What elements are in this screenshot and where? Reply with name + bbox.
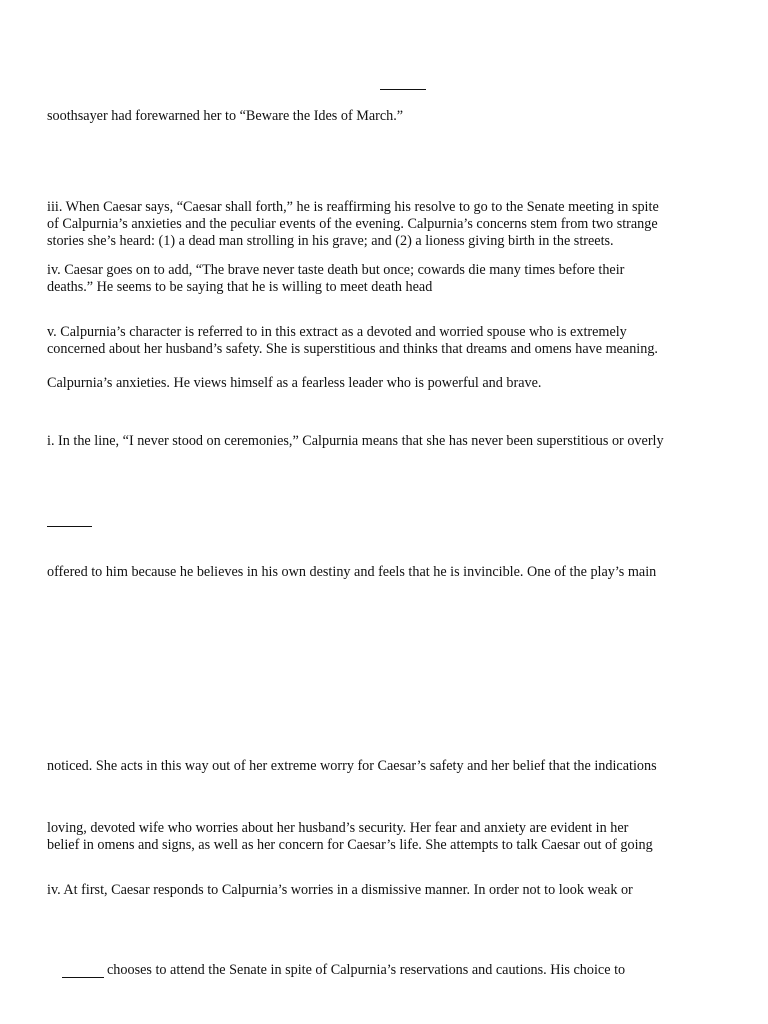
text-line: stories she’s heard: (1) a dead man strolling in his grave; and (2) a lioness giving birth in the streets. — [47, 233, 614, 249]
blank-underline-bottom — [62, 977, 104, 978]
text-line: Calpurnia’s anxieties. He views himself as a fearless leader who is powerful and brave. — [47, 375, 542, 391]
blank-underline-middle — [47, 526, 92, 527]
text-line: belief in omens and signs, as well as her concern for Caesar’s life. She attempts to talk Caesar out of going — [47, 837, 653, 853]
blank-underline-top — [380, 89, 426, 90]
text-line: soothsayer had forewarned her to “Beware the Ides of March.” — [47, 108, 404, 124]
text-line: concerned about her husband’s safety. She is superstitious and thinks that dreams and omens have meaning. — [47, 341, 658, 357]
text-line: iii. When Caesar says, “Caesar shall forth,” he is reaffirming his resolve to go to the Senate meeting in spite — [47, 199, 659, 215]
text-line: i. In the line, “I never stood on ceremonies,” Calpurnia means that she has never been superstitious or overly — [47, 433, 664, 449]
text-line: noticed. She acts in this way out of her extreme worry for Caesar’s safety and her belief that the indications — [47, 758, 657, 774]
text-line: loving, devoted wife who worries about her husband’s security. Her fear and anxiety are evident in her — [47, 820, 629, 836]
text-line: iv. At first, Caesar responds to Calpurnia’s worries in a dismissive manner. In order not to look weak or — [47, 882, 633, 898]
text-line: deaths.” He seems to be saying that he is willing to meet death head — [47, 279, 433, 295]
text-line: iv. Caesar goes on to add, “The brave never taste death but once; cowards die many times before their — [47, 262, 625, 278]
text-line: chooses to attend the Senate in spite of Calpurnia’s reservations and cautions. His choice to — [107, 962, 626, 978]
text-line: offered to him because he believes in his own destiny and feels that he is invincible. One of the play’s main — [47, 564, 657, 580]
text-line: of Calpurnia’s anxieties and the peculiar events of the evening. Calpurnia’s concerns stem from two strange — [47, 216, 658, 232]
text-line: v. Calpurnia’s character is referred to in this extract as a devoted and worried spouse who is extremely — [47, 324, 627, 340]
